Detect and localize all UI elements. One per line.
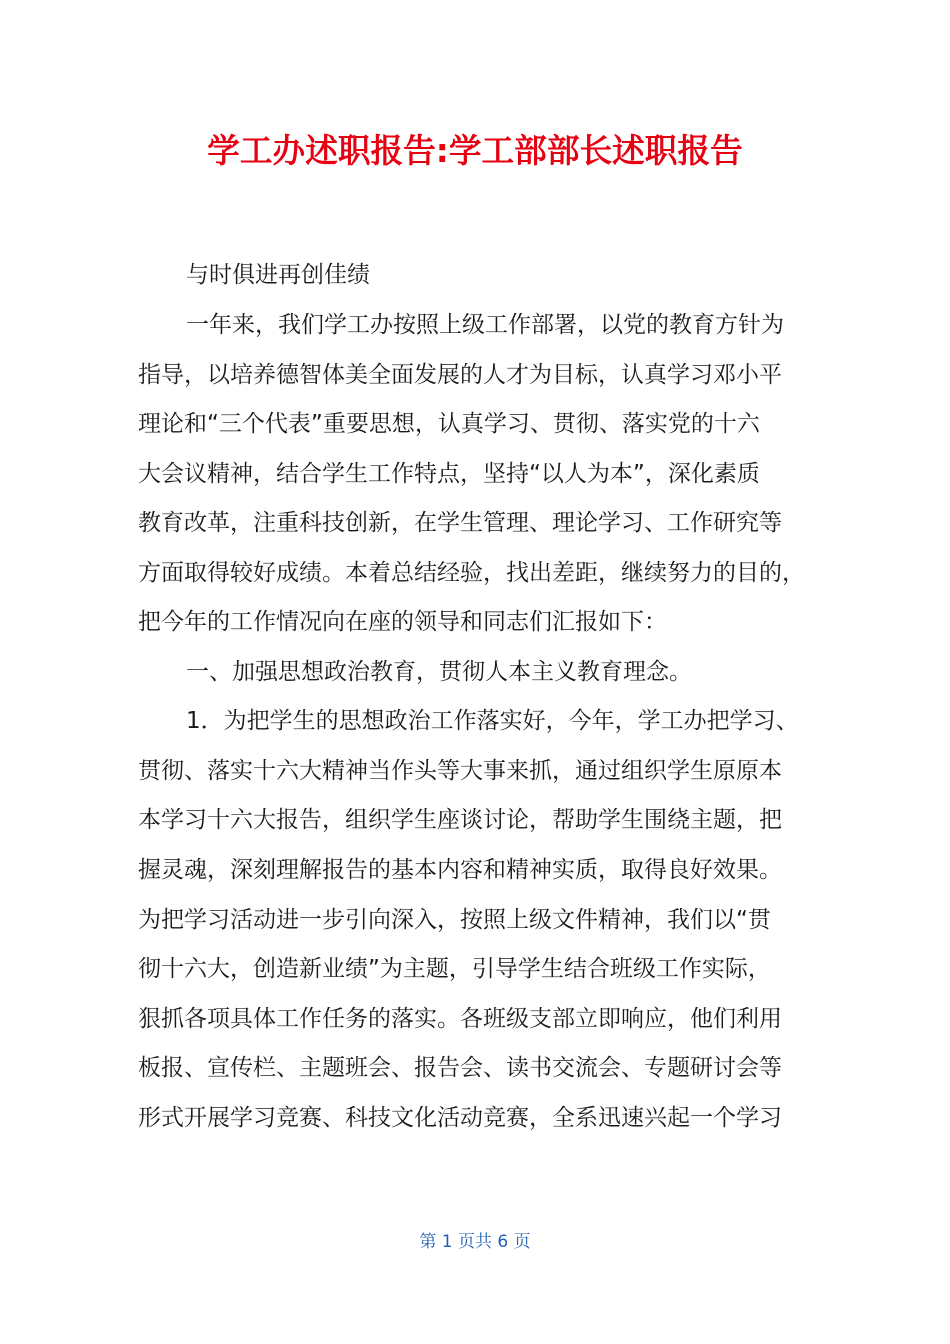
paragraph-line: 一年来，我们学工办按照上级工作部署，以党的教育方针为 [186,312,784,338]
paragraph-line: 方面取得较好成绩。本着总结经验，找出差距，继续努力的目的， [138,560,805,586]
paragraph-line: 指导，以培养德智体美全面发展的人才为目标，认真学习邓小平 [138,362,782,388]
document-title: 学工办述职报告:学工部部长述职报告 [207,131,743,170]
paragraph-line: 理论和“三个代表”重要思想，认真学习、贯彻、落实党的十六 [138,411,760,437]
paragraph-line: 贯彻、落实十六大精神当作头等大事来抓，通过组织学生原原本 [138,758,782,784]
paragraph-line: 大会议精神，结合学生工作特点，坚持“以人为本”，深化素质 [138,461,760,487]
paragraph-line: 握灵魂，深刻理解报告的基本内容和精神实质，取得良好效果。 [138,857,782,883]
section-heading: 一、加强思想政治教育，贯彻人本主义教育理念。 [186,659,692,685]
paragraph-line: 1．为把学生的思想政治工作落实好，今年，学工办把学习、 [186,708,799,734]
page-number-footer: 第 1 页共 6 页 [419,1232,531,1252]
paragraph-line: 板报、宣传栏、主题班会、报告会、读书交流会、专题研讨会等 [138,1055,782,1081]
paragraph-line: 本学习十六大报告，组织学生座谈讨论，帮助学生围绕主题，把 [138,807,782,833]
paragraph-line: 把今年的工作情况向在座的领导和同志们汇报如下： [138,609,667,635]
paragraph-line: 教育改革，注重科技创新，在学生管理、理论学习、工作研究等 [138,510,782,536]
paragraph-line: 形式开展学习竞赛、科技文化活动竞赛，全系迅速兴起一个学习 [138,1105,782,1131]
subtitle-line: 与时俱进再创佳绩 [186,262,370,288]
paragraph-line: 彻十六大，创造新业绩”为主题，引导学生结合班级工作实际， [138,956,771,982]
paragraph-line: 狠抓各项具体工作任务的落实。各班级支部立即响应，他们利用 [138,1006,782,1032]
paragraph-line: 为把学习活动进一步引向深入，按照上级文件精神，我们以“贯 [138,907,771,933]
